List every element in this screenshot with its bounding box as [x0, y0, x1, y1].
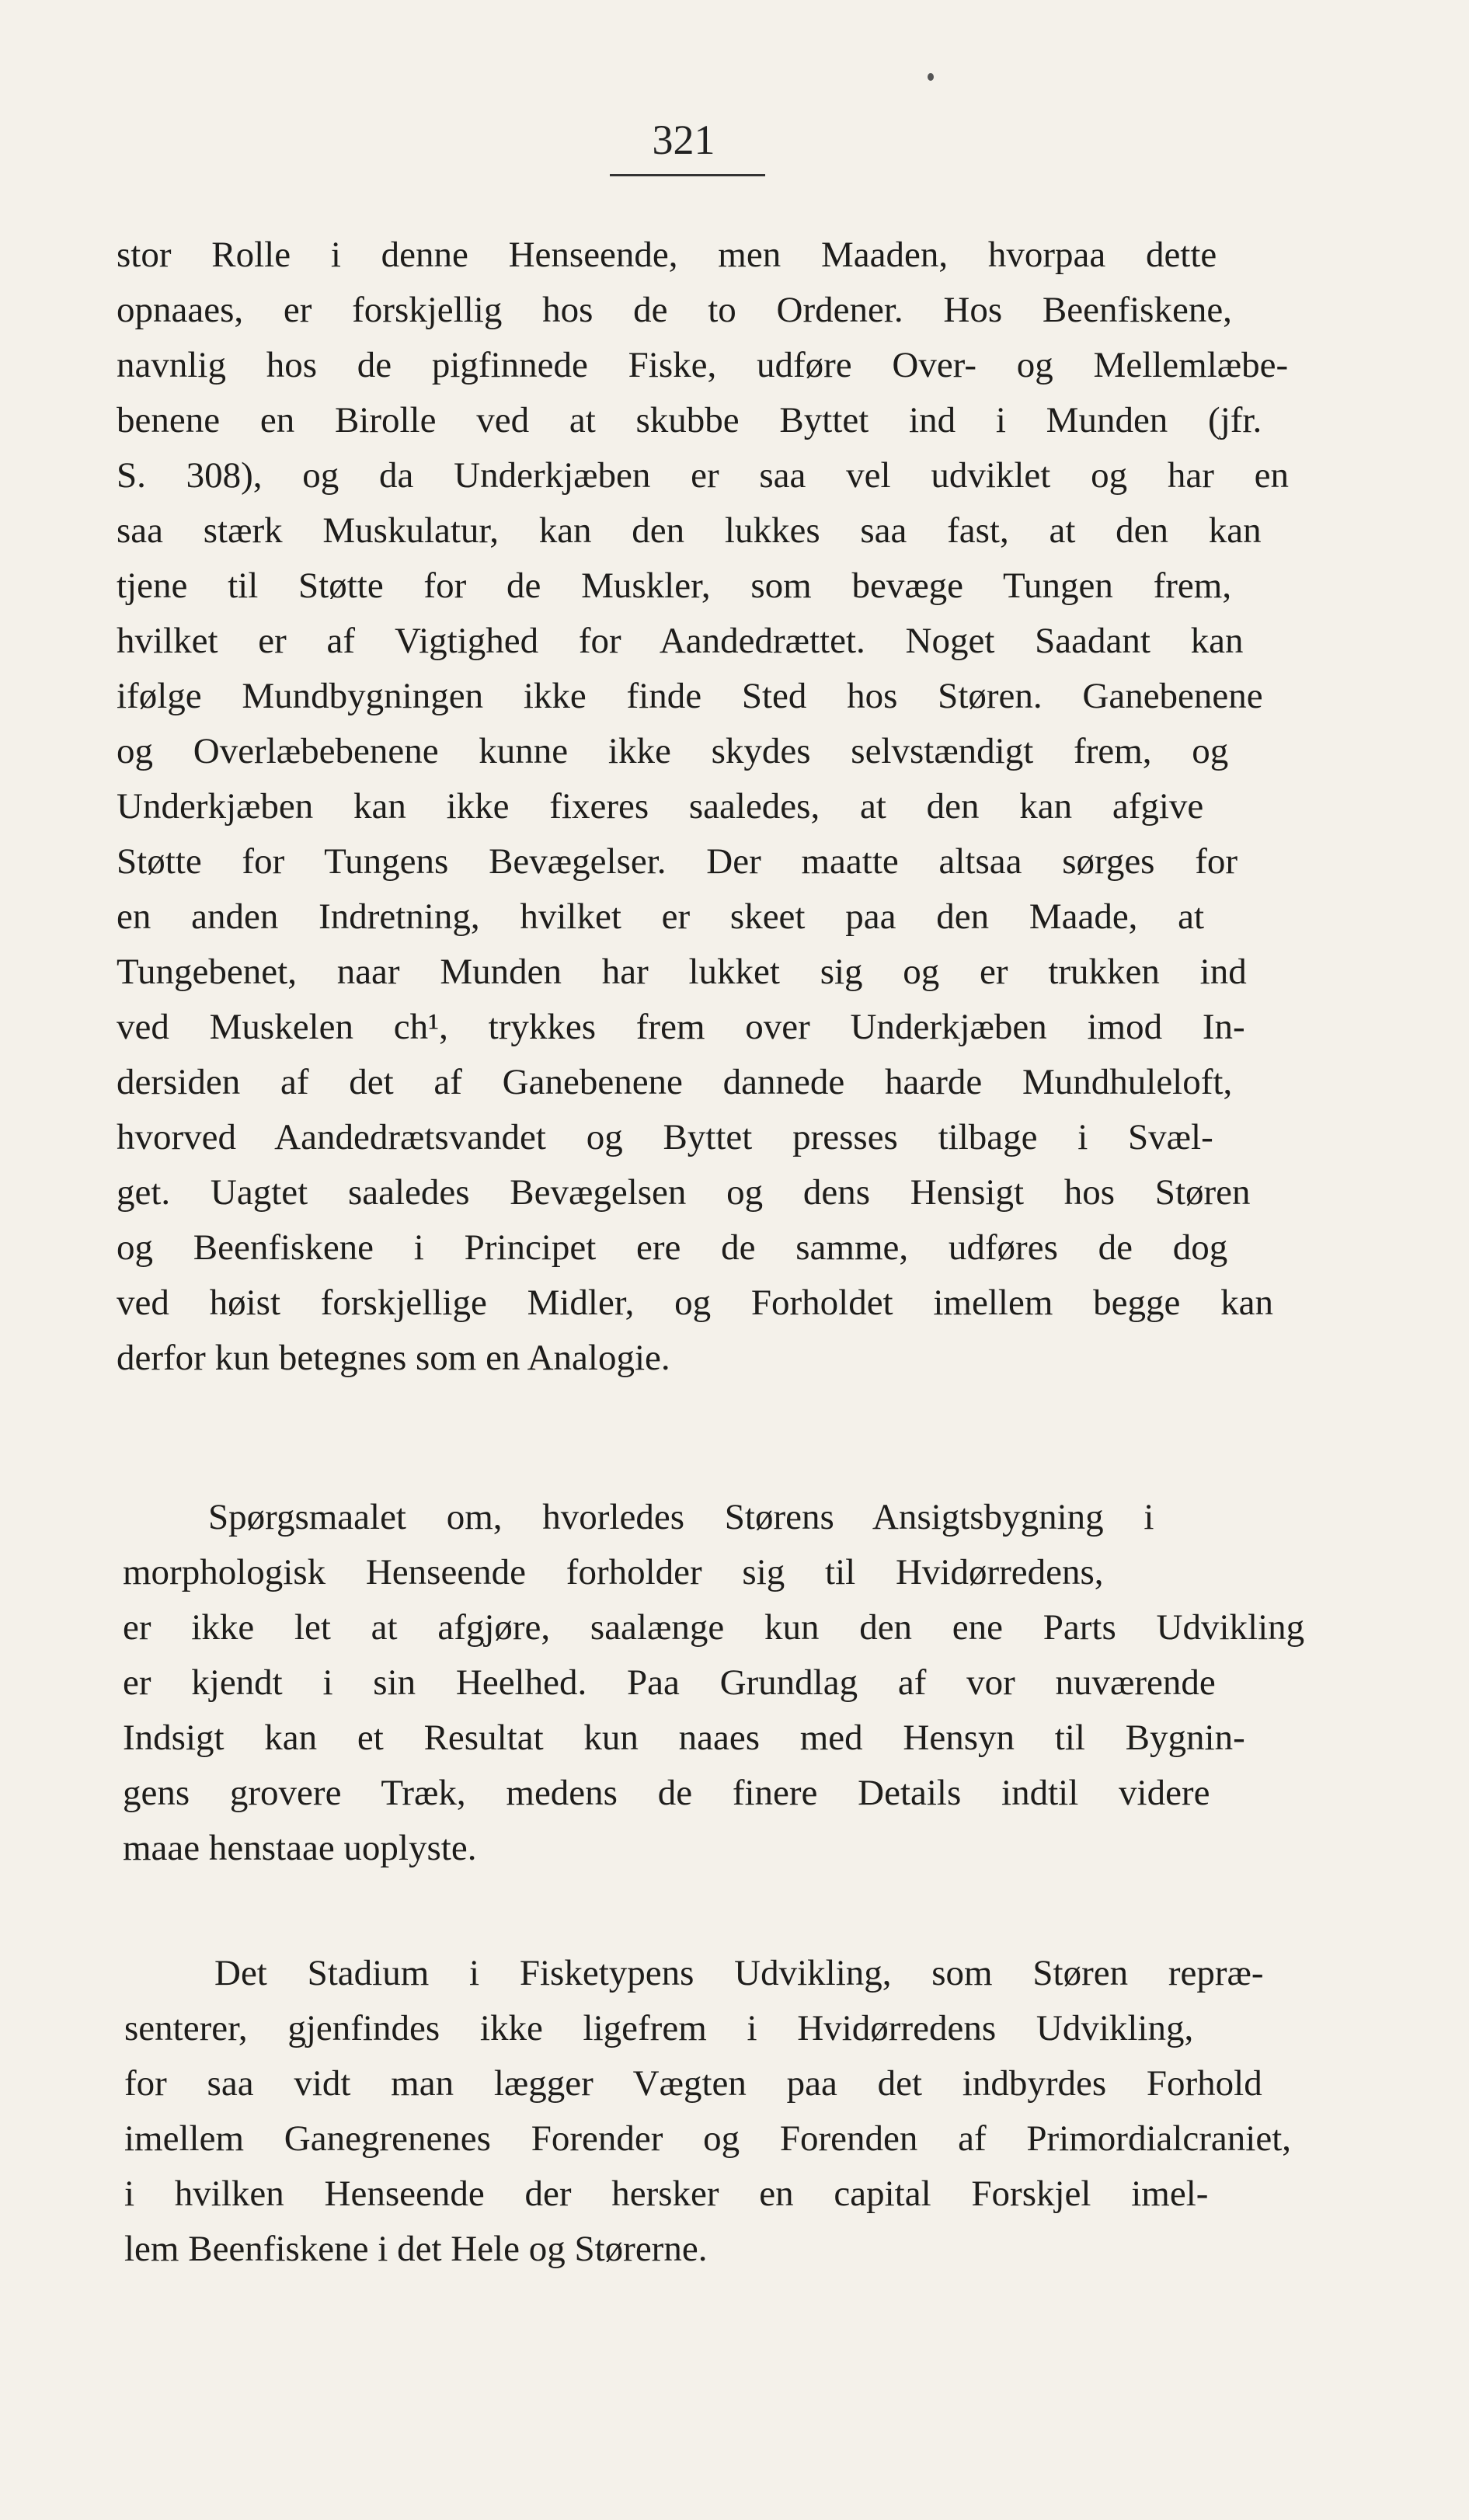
page-number-rule [610, 174, 765, 176]
text-line: morphologisk Henseende forholder sig til Hvidørredens, [123, 1552, 1104, 1592]
text-line: hvilket er af Vigtighed for Aandedrættet. Noget Saadant kan [117, 621, 1244, 661]
text-line: ved høist forskjellige Midler, og Forholdet imellem begge kan [117, 1283, 1273, 1323]
text-line: gens grovere Træk, medens de finere Details indtil videre [123, 1773, 1210, 1813]
ink-speck [928, 73, 934, 81]
text-line: benene en Birolle ved at skubbe Byttet ind i Munden (jfr. [117, 400, 1262, 440]
text-line: i hvilken Henseende der hersker en capital Forskjel imel- [124, 2174, 1209, 2214]
text-line: ifølge Mundbygningen ikke finde Sted hos Støren. Ganebenene [117, 676, 1263, 716]
text-line: Underkjæben kan ikke fixeres saaledes, at den kan afgive [117, 786, 1204, 827]
text-line: navnlig hos de pigfinnede Fiske, udføre Over- og Mellemlæbe- [117, 345, 1289, 385]
text-line: er kjendt i sin Heelhed. Paa Grundlag af vor nuværende [123, 1662, 1216, 1703]
text-line: Spørgsmaalet om, hvorledes Størens Ansigtsbygning i [208, 1497, 1154, 1537]
text-line: imellem Ganegrenenes Forender og Forenden af Primordialcraniet, [124, 2118, 1292, 2159]
text-line: Tungebenet, naar Munden har lukket sig og er trukken ind [117, 952, 1247, 992]
text-line: get. Uagtet saaledes Bevægelsen og dens Hensigt hos Støren [117, 1172, 1251, 1213]
page-number: 321 [652, 117, 715, 163]
text-line: en anden Indretning, hvilket er skeet paa den Maade, at [117, 896, 1205, 937]
text-line: stor Rolle i denne Henseende, men Maaden, hvorpaa dette [117, 235, 1217, 275]
text-line: Støtte for Tungens Bevægelser. Der maatte altsaa sørges for [117, 841, 1238, 882]
text-line: lem Beenfiskene i det Hele og Størerne. [124, 2229, 708, 2269]
text-line: tjene til Støtte for de Muskler, som bevæge Tungen frem, [117, 566, 1232, 606]
text-line: hvorved Aandedrætsvandet og Byttet presses tilbage i Svæl- [117, 1117, 1213, 1157]
text-line: og Overlæbebenene kunne ikke skydes selvstændigt frem, og [117, 731, 1229, 771]
text-line: opnaaes, er forskjellig hos de to Ordener. Hos Beenfiskene, [117, 290, 1232, 330]
text-line: og Beenfiskene i Principet ere de samme, udføres de dog [117, 1227, 1228, 1268]
text-line: senterer, gjenfindes ikke ligefrem i Hvidørredens Udvikling, [124, 2008, 1194, 2048]
text-line: S. 308), og da Underkjæben er saa vel udviklet og har en [117, 455, 1289, 496]
text-line: derfor kun betegnes som en Analogie. [117, 1338, 670, 1378]
text-line: Indsigt kan et Resultat kun naaes med Hensyn til Bygnin- [123, 1718, 1245, 1758]
text-line: Det Stadium i Fisketypens Udvikling, som Støren repræ- [214, 1953, 1264, 1993]
text-line: for saa vidt man lægger Vægten paa det indbyrdes Forhold [124, 2063, 1262, 2104]
text-line: maae henstaae uoplyste. [123, 1828, 477, 1868]
text-line: saa stærk Muskulatur, kan den lukkes saa fast, at den kan [117, 510, 1262, 551]
text-line: ved Muskelen ch¹, trykkes frem over Underkjæben imod In- [117, 1007, 1245, 1047]
text-line: dersiden af det af Ganebenene dannede haarde Mundhuleloft, [117, 1062, 1233, 1102]
text-line: er ikke let at afgjøre, saalænge kun den ene Parts Udvikling [123, 1607, 1305, 1648]
